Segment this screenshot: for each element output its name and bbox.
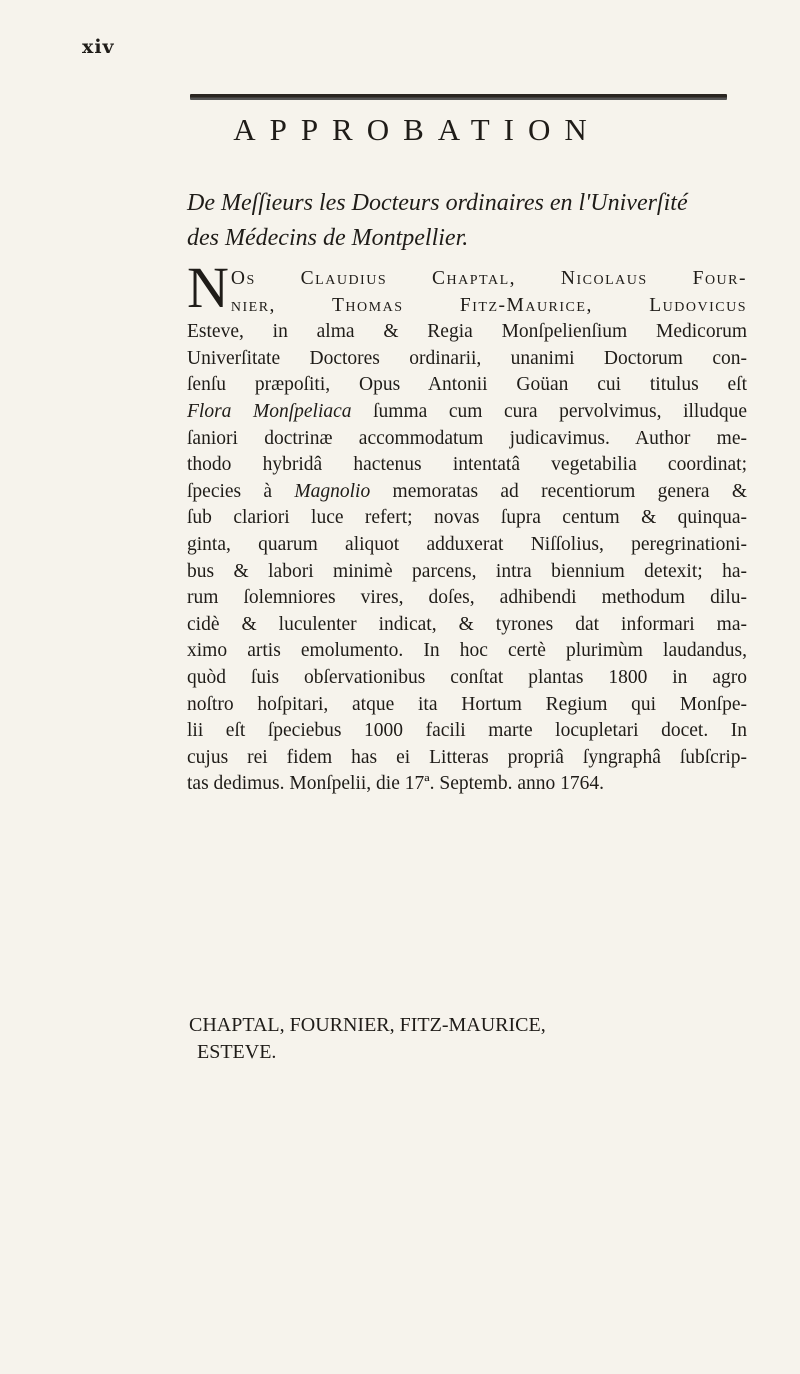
approbation-text (187, 255, 747, 798)
text-line: quòd ſuis obſervationibus conſtat plantas 1800 in agro (187, 666, 747, 688)
text-line: Esteve, in alma & Regia Monſpelienſium Medicorum (187, 321, 747, 343)
text-fragment: ſumma cum cura pervolvimus, illudque (351, 400, 747, 422)
author-name: Magnolio (294, 480, 371, 502)
text-line: lii eſt ſpeciebus 1000 facili marte locupletari docet. In (187, 720, 747, 742)
drop-cap: N (187, 255, 229, 320)
text-line: bus & labori minimè parcens, intra biennium detexit; ha- (187, 560, 747, 582)
text-line: Os Claudius Chaptal, Nicolaus Four- (230, 268, 747, 289)
text-line: thodo hybridâ hactenus intentatâ vegetabilia coordinat; (187, 454, 747, 476)
text-fragment: memoratas ad recentiorum genera & (370, 480, 747, 502)
text-line (187, 479, 747, 506)
text-line: cujus rei fidem has ei Litteras propriâ ſyngraphâ ſubſcrip- (187, 746, 747, 768)
decorative-rule (190, 94, 727, 100)
text-line: rum ſolemniores vires, doſes, adhibendi methodum dilu- (187, 587, 747, 609)
subtitle-line-1: De Meſſieurs les Docteurs ordinaires en l'Univerſité (187, 190, 688, 216)
signature-line-1: CHAPTAL, FOURNIER, FITZ-MAURICE, (189, 1014, 546, 1036)
signature-line-2: ESTEVE. (197, 1041, 277, 1063)
text-line: cidè & luculenter indicat, & tyrones dat informari ma- (187, 613, 747, 635)
subtitle (187, 185, 747, 257)
subtitle-line-2: des Médecins de Montpellier. (187, 225, 469, 251)
text-line: tas dedimus. Monſpelii, die 17ª. Septemb. anno 1764. (187, 773, 605, 795)
text-line: ſub clariori luce refert; novas ſupra centum & quinqua- (187, 507, 747, 529)
text-line (187, 399, 747, 426)
text-line: ſaniori doctrinæ accommodatum judicavimus. Author me- (187, 427, 747, 449)
page-number: xiv (82, 36, 115, 58)
text-fragment: ſpecies à (187, 480, 295, 502)
text-line: noſtro hoſpitari, atque ita Hortum Regium qui Monſpe- (187, 693, 747, 715)
text-line: ximo artis emolumento. In hoc certè plurimùm laudandus, (187, 640, 747, 662)
text-line: Univerſitate Doctores ordinarii, unanimi Doctorum con- (187, 347, 747, 369)
page-heading: APPROBATION (233, 112, 601, 147)
signatures (187, 1012, 747, 1066)
text-line: ginta, quarum aliquot adduxerat Niſſolius, peregrinationi- (187, 533, 747, 555)
text-line: nier, Thomas Fitz-Maurice, Ludovicus (230, 294, 747, 316)
work-title: Flora Monſpeliaca (187, 400, 352, 422)
text-line: ſenſu præpoſiti, Opus Antonii Goüan cui titulus eſt (187, 374, 747, 396)
